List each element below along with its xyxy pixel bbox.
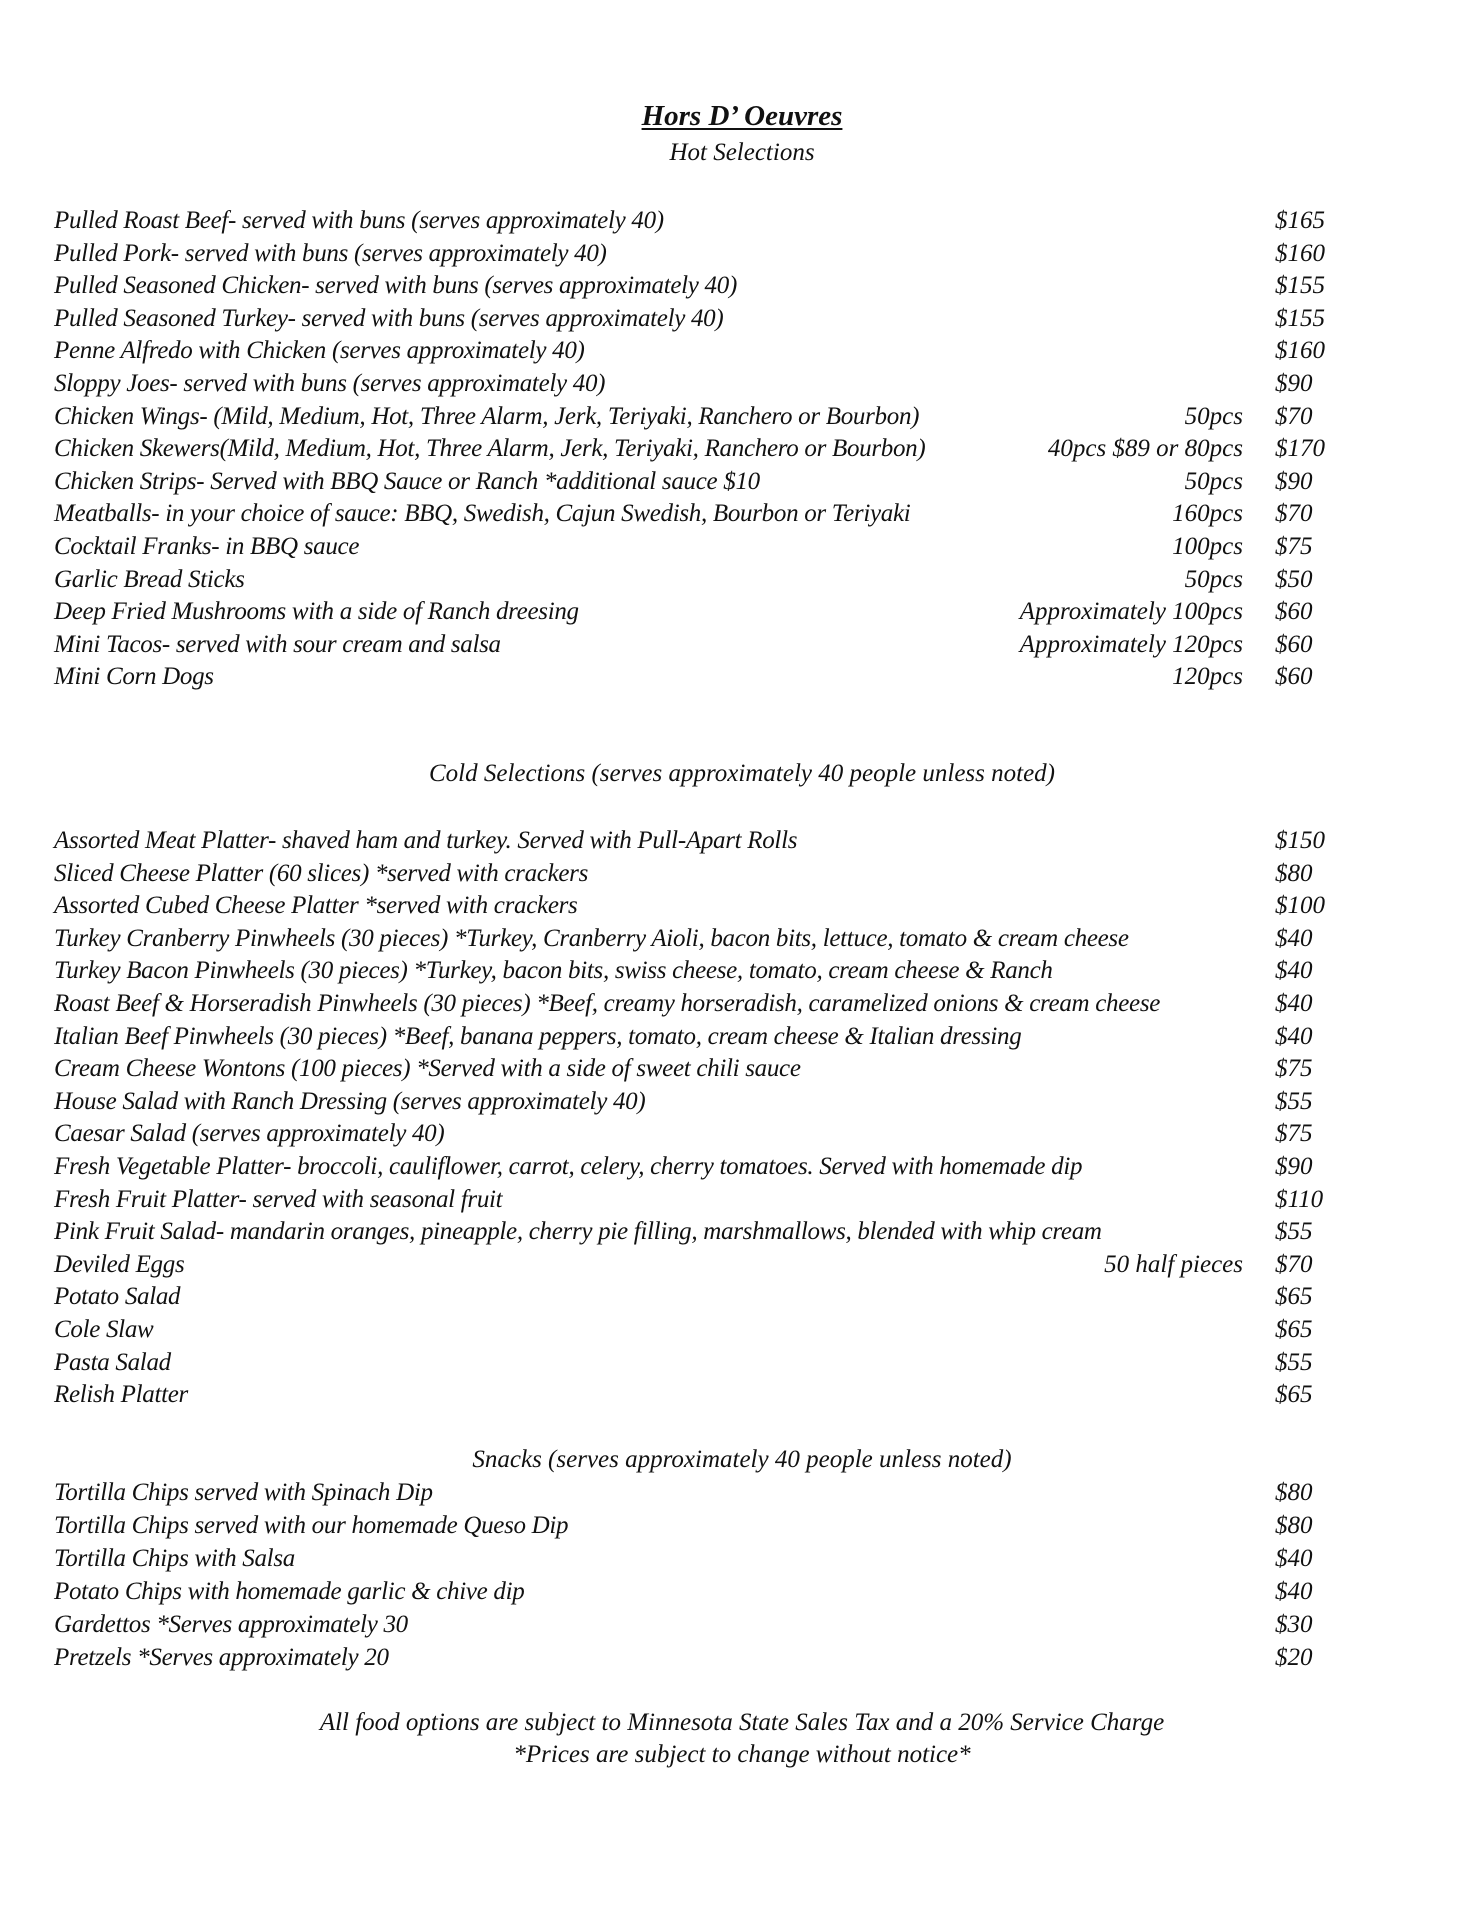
menu-item-name: Fresh Vegetable Platter- broccoli, cauliflower, carrot, celery, cherry tomatoes. Served with homemade dip — [54, 1153, 1083, 1180]
menu-item-row — [0, 1347, 1484, 1379]
menu-item-name: Roast Beef & Horseradish Pinwheels (30 pieces) *Beef, creamy horseradish, caramelized onions & cream cheese — [54, 990, 1161, 1017]
menu-item-price: $80 — [1275, 1512, 1313, 1539]
menu-item-row — [0, 466, 1484, 498]
menu-item-price: $60 — [1275, 663, 1313, 691]
menu-item-row — [0, 1184, 1484, 1216]
menu-item-row — [0, 661, 1484, 693]
menu-item-price: $40 — [1275, 1578, 1313, 1605]
menu-item-name: Pasta Salad — [54, 1348, 171, 1376]
menu-item-price: $55 — [1275, 1087, 1313, 1115]
menu-item-row — [0, 1151, 1484, 1183]
menu-item-name: House Salad with Ranch Dressing (serves approximately 40) — [54, 1087, 646, 1115]
menu-item-price: $70 — [1275, 500, 1313, 528]
menu-item-name: Pretzels *Serves approximately 20 — [54, 1644, 389, 1671]
menu-item-name: Gardettos *Serves approximately 30 — [54, 1611, 408, 1638]
menu-item-name: Pulled Roast Beef- served with buns (serves approximately 40) — [54, 207, 664, 234]
menu-item-row — [0, 303, 1484, 335]
menu-item-name: Italian Beef Pinwheels (30 pieces) *Beef, banana peppers, tomato, cream cheese & Italian dressing — [54, 1022, 1022, 1050]
menu-item-row — [0, 1314, 1484, 1346]
menu-item-row — [0, 923, 1484, 955]
menu-item-name: Chicken Wings- (Mild, Medium, Hot, Three Alarm, Jerk, Teriyaki, Ranchero or Bourbon) — [54, 402, 920, 430]
menu-item-row — [0, 1642, 1484, 1674]
menu-item-quantity: 100pcs — [1172, 533, 1243, 560]
menu-item-price: $40 — [1275, 924, 1313, 952]
menu-item-row — [0, 1281, 1484, 1313]
menu-item-name: Deviled Eggs — [54, 1250, 185, 1278]
menu-item-row — [0, 988, 1484, 1020]
menu-item-quantity: 50pcs — [1184, 467, 1243, 495]
menu-item-name: Sliced Cheese Platter (60 slices) *served with crackers — [54, 859, 589, 887]
menu-item-row — [0, 1576, 1484, 1608]
menu-item-price: $55 — [1275, 1218, 1313, 1246]
menu-item-name: Fresh Fruit Platter- served with seasonal fruit — [54, 1185, 503, 1213]
menu-item-quantity: Approximately 100pcs — [1019, 598, 1243, 626]
menu-item-quantity: 160pcs — [1172, 500, 1243, 528]
menu-item-price: $160 — [1275, 239, 1325, 267]
menu-item-quantity: 50pcs — [1184, 565, 1243, 593]
menu-item-row — [0, 858, 1484, 890]
menu-item-name: Turkey Bacon Pinwheels (30 pieces) *Turkey, bacon bits, swiss cheese, tomato, cream cheese & Ranch — [54, 957, 1053, 985]
menu-item-name: Pulled Pork- served with buns (serves approximately 40) — [54, 239, 607, 267]
menu-item-name: Meatballs- in your choice of sauce: BBQ, Swedish, Cajun Swedish, Bourbon or Teriyaki — [54, 500, 911, 528]
price-change-note: *Prices are subject to change without notice* — [513, 1741, 971, 1768]
snacks-heading: Snacks (serves approximately 40 people unless noted) — [472, 1446, 1012, 1473]
menu-item-row — [0, 433, 1484, 465]
menu-item-price: $70 — [1275, 402, 1313, 430]
menu-item-name: Cole Slaw — [54, 1316, 154, 1343]
menu-item-price: $80 — [1275, 859, 1313, 887]
menu-item-price: $40 — [1275, 957, 1313, 985]
menu-item-price: $50 — [1275, 565, 1313, 593]
menu-item-price: $75 — [1275, 1120, 1313, 1148]
menu-item-name: Pulled Seasoned Chicken- served with buns (serves approximately 40) — [54, 272, 737, 300]
menu-item-row — [0, 1118, 1484, 1150]
menu-item-row — [0, 270, 1484, 302]
menu-item-price: $55 — [1275, 1348, 1313, 1376]
menu-item-price: $150 — [1275, 827, 1325, 854]
menu-item-price: $90 — [1275, 1153, 1313, 1180]
menu-item-price: $65 — [1275, 1316, 1313, 1343]
menu-item-row — [0, 825, 1484, 857]
menu-item-price: $65 — [1275, 1283, 1313, 1311]
menu-item-row — [0, 238, 1484, 270]
menu-item-name: Mini Corn Dogs — [54, 663, 214, 691]
menu-item-row — [0, 564, 1484, 596]
menu-item-row — [0, 1477, 1484, 1509]
menu-item-row — [0, 368, 1484, 400]
menu-item-name: Chicken Strips- Served with BBQ Sauce or Ranch *additional sauce $10 — [54, 467, 760, 495]
menu-item-price: $75 — [1275, 533, 1313, 560]
menu-item-row — [0, 890, 1484, 922]
menu-item-price: $60 — [1275, 598, 1313, 626]
menu-item-price: $170 — [1275, 435, 1325, 463]
menu-item-price: $40 — [1275, 1545, 1313, 1572]
menu-item-name: Pink Fruit Salad- mandarin oranges, pineapple, cherry pie filling, marshmallows, blended with whip cream — [54, 1218, 1102, 1246]
menu-item-quantity: 40pcs $89 or 80pcs — [1047, 435, 1243, 463]
menu-item-quantity: 50pcs — [1184, 402, 1243, 430]
menu-item-price: $155 — [1275, 304, 1325, 332]
menu-item-name: Caesar Salad (serves approximately 40) — [54, 1120, 445, 1148]
menu-item-row — [0, 596, 1484, 628]
menu-item-name: Pulled Seasoned Turkey- served with buns (serves approximately 40) — [54, 304, 724, 332]
menu-item-name: Mini Tacos- served with sour cream and salsa — [54, 630, 501, 658]
menu-item-price: $30 — [1275, 1611, 1313, 1638]
menu-item-price: $90 — [1275, 370, 1313, 397]
menu-item-name: Potato Salad — [54, 1283, 181, 1311]
menu-item-price: $160 — [1275, 337, 1325, 365]
menu-item-name: Turkey Cranberry Pinwheels (30 pieces) *Turkey, Cranberry Aioli, bacon bits, lettuce, tomato & cream cheese — [54, 924, 1129, 952]
menu-item-row — [0, 955, 1484, 987]
cold-selections-heading: Cold Selections (serves approximately 40 people unless noted) — [428, 760, 1055, 787]
menu-item-quantity: Approximately 120pcs — [1019, 630, 1243, 658]
menu-item-row — [0, 335, 1484, 367]
menu-item-name: Chicken Skewers(Mild, Medium, Hot, Three Alarm, Jerk, Teriyaki, Ranchero or Bourbon) — [54, 435, 926, 463]
menu-item-row — [0, 1216, 1484, 1248]
menu-item-price: $90 — [1275, 467, 1313, 495]
menu-item-row — [0, 1249, 1484, 1281]
menu-item-row — [0, 629, 1484, 661]
menu-item-row — [0, 1086, 1484, 1118]
menu-item-name: Tortilla Chips with Salsa — [54, 1545, 295, 1572]
menu-item-row — [0, 401, 1484, 433]
menu-item-price: $65 — [1275, 1381, 1313, 1409]
menu-item-quantity: 120pcs — [1172, 663, 1243, 691]
page-title: Hors D’ Oeuvres — [641, 100, 843, 132]
menu-item-price: $40 — [1275, 990, 1313, 1017]
menu-item-name: Deep Fried Mushrooms with a side of Ranch dreesing — [54, 598, 579, 626]
menu-item-price: $70 — [1275, 1250, 1313, 1278]
menu-item-row — [0, 1021, 1484, 1053]
menu-item-name: Relish Platter — [54, 1381, 188, 1409]
menu-item-name: Potato Chips with homemade garlic & chive dip — [54, 1578, 525, 1605]
menu-item-row — [0, 531, 1484, 563]
menu-item-price: $110 — [1275, 1185, 1324, 1213]
menu-item-row — [0, 1053, 1484, 1085]
menu-item-name: Cocktail Franks- in BBQ sauce — [54, 533, 360, 560]
menu-item-row — [0, 1609, 1484, 1641]
menu-item-row — [0, 1543, 1484, 1575]
menu-item-price: $165 — [1275, 207, 1325, 234]
menu-item-row — [0, 498, 1484, 530]
menu-item-name: Assorted Cubed Cheese Platter *served with crackers — [54, 892, 578, 920]
menu-item-name: Garlic Bread Sticks — [54, 565, 245, 593]
menu-item-name: Penne Alfredo with Chicken (serves approximately 40) — [54, 337, 585, 365]
menu-item-row — [0, 1510, 1484, 1542]
hot-selections-heading: Hot Selections — [669, 139, 815, 166]
menu-item-name: Tortilla Chips served with our homemade Queso Dip — [54, 1512, 569, 1539]
menu-item-price: $100 — [1275, 892, 1325, 920]
menu-item-price: $40 — [1275, 1022, 1313, 1050]
tax-note: All food options are subject to Minnesota State Sales Tax and a 20% Service Charge — [319, 1709, 1165, 1736]
menu-item-quantity: 50 half pieces — [1104, 1250, 1243, 1278]
menu-item-name: Tortilla Chips served with Spinach Dip — [54, 1479, 433, 1506]
menu-item-name: Assorted Meat Platter- shaved ham and turkey. Served with Pull-Apart Rolls — [54, 827, 798, 854]
menu-item-name: Sloppy Joes- served with buns (serves approximately 40) — [54, 370, 606, 397]
menu-item-row — [0, 205, 1484, 237]
menu-item-row — [0, 1379, 1484, 1411]
menu-item-price: $60 — [1275, 630, 1313, 658]
menu-item-price: $155 — [1275, 272, 1325, 300]
menu-item-price: $20 — [1275, 1644, 1313, 1671]
menu-item-name: Cream Cheese Wontons (100 pieces) *Served with a side of sweet chili sauce — [54, 1055, 801, 1083]
menu-item-price: $75 — [1275, 1055, 1313, 1083]
menu-item-price: $80 — [1275, 1479, 1313, 1506]
